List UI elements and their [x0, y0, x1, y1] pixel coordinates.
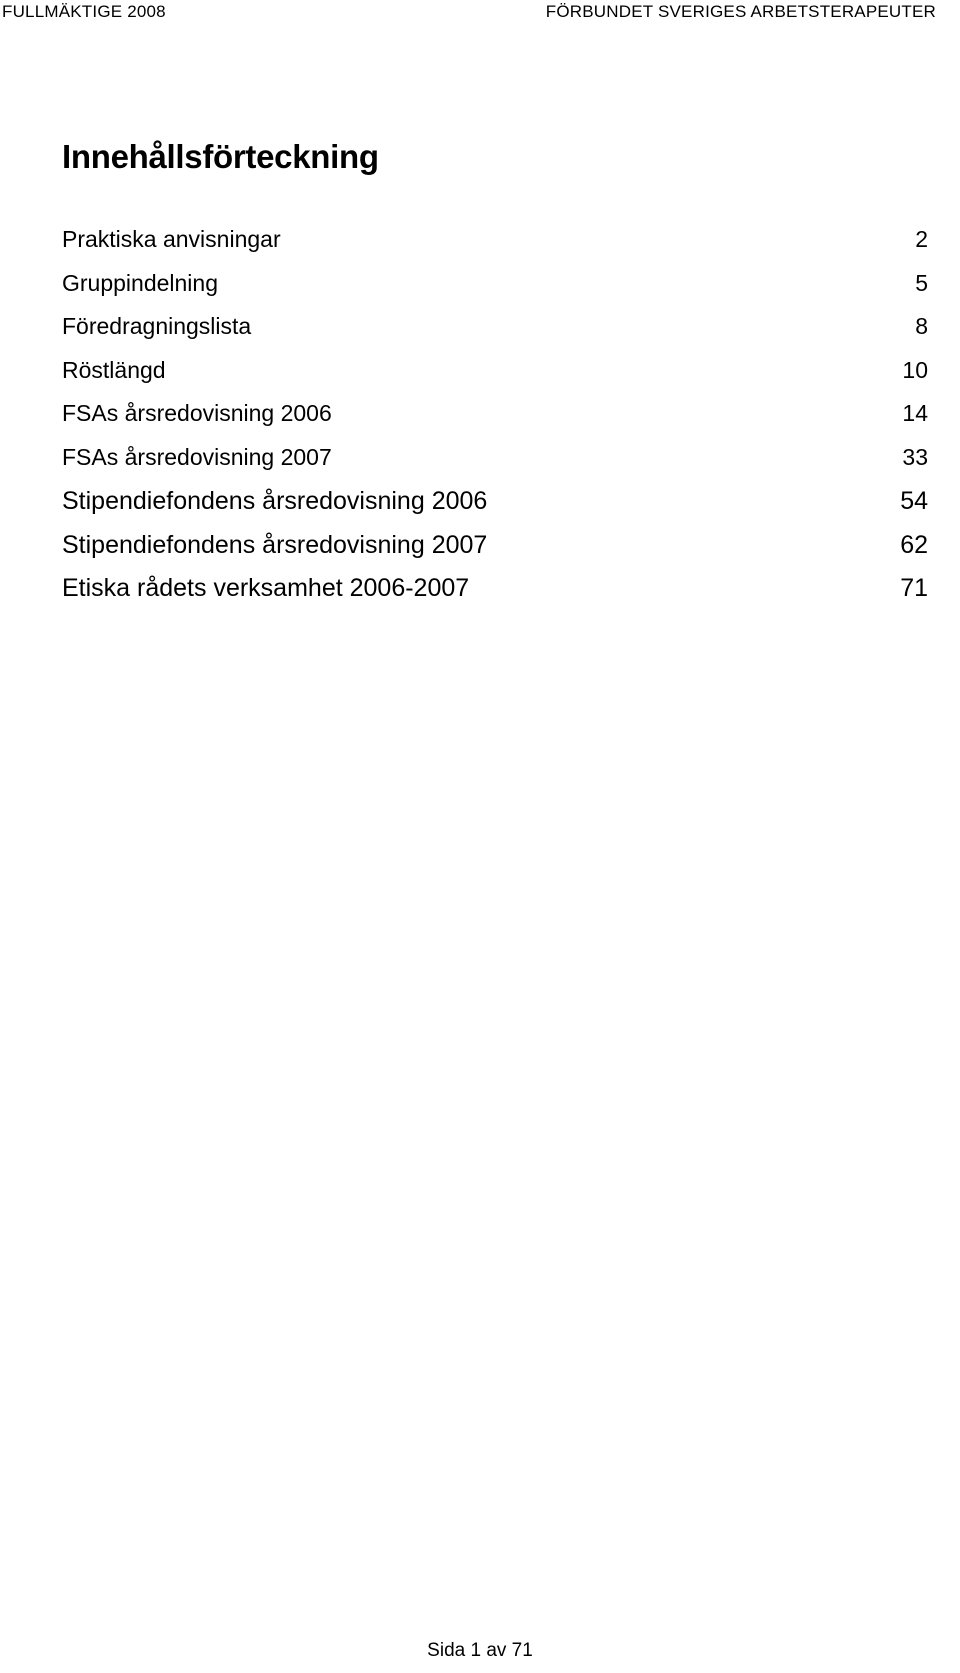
toc-entry[interactable]	[62, 574, 928, 618]
toc-entry[interactable]	[62, 226, 928, 270]
toc-entry-page: 8	[915, 313, 928, 339]
toc-entry[interactable]	[62, 270, 928, 314]
toc-entry-label: Röstlängd	[62, 356, 166, 383]
toc-entry-page: 62	[900, 530, 928, 559]
toc-entry-label: Praktiska anvisningar	[62, 226, 281, 252]
toc-entry-label: FSAs årsredovisning 2006	[62, 400, 332, 426]
toc-entry-label: Gruppindelning	[62, 269, 219, 296]
toc-entry-page: 71	[900, 574, 928, 602]
toc-entry-page: 10	[902, 356, 928, 383]
toc-entry[interactable]	[62, 531, 928, 575]
toc-entry[interactable]	[62, 357, 928, 401]
toc-entry-label: FSAs årsredovisning 2007	[62, 443, 332, 470]
page-title: Innehållsförteckning	[62, 138, 379, 175]
toc-entry-page: 33	[902, 443, 928, 470]
toc-entry-label: Etiska rådets verksamhet 2006-2007	[62, 574, 470, 602]
toc-entry[interactable]	[62, 487, 928, 531]
toc-entry-label: Stipendiefondens årsredovisning 2007	[62, 530, 488, 559]
toc-entry-page: 54	[900, 487, 928, 515]
toc-entry-page: 2	[915, 226, 928, 252]
header-left: FULLMÄKTIGE 2008	[2, 2, 166, 21]
toc-entry-label: Föredragningslista	[62, 313, 252, 339]
header-right: FÖRBUNDET SVERIGES ARBETSTERAPEUTER	[545, 2, 936, 21]
table-of-contents	[62, 226, 928, 618]
toc-entry-page: 5	[915, 269, 928, 296]
page-footer: Sida 1 av 71	[427, 1640, 533, 1661]
toc-entry[interactable]	[62, 313, 928, 357]
toc-entry[interactable]	[62, 400, 928, 444]
toc-entry-page: 14	[902, 400, 928, 426]
toc-entry-label: Stipendiefondens årsredovisning 2006	[62, 487, 488, 515]
toc-entry[interactable]	[62, 444, 928, 488]
